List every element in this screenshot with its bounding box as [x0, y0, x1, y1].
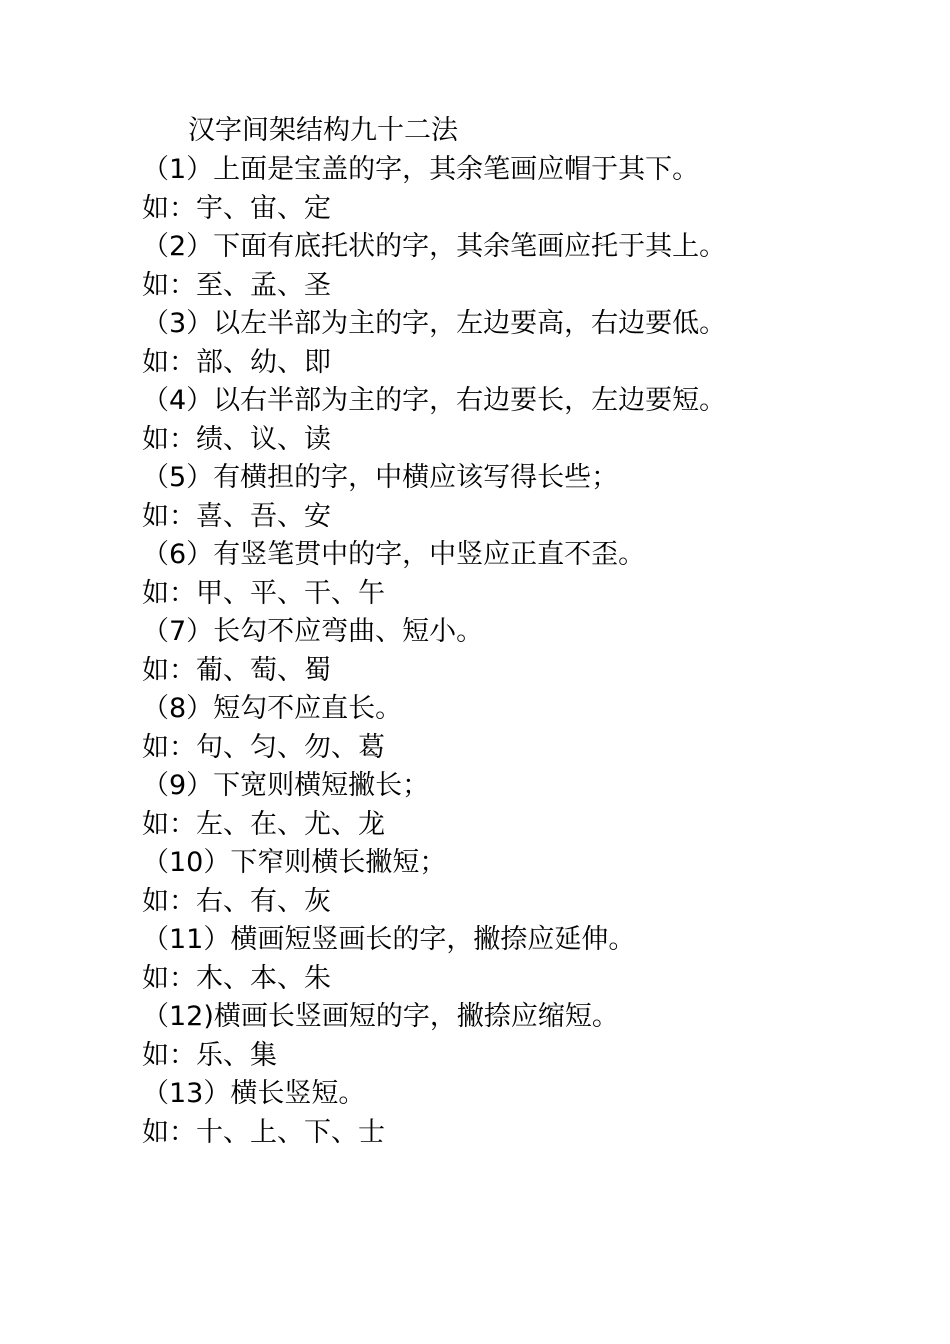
rule-example: 如：葡、萄、蜀 — [142, 654, 331, 686]
rule-text: （12)横画长竖画短的字，撇捺应缩短。 — [142, 1001, 619, 1032]
rule-text: （13）横长竖短。 — [142, 1078, 366, 1109]
rule-example: 如：十、上、下、士 — [142, 1116, 385, 1148]
rule-text: （6）有竖笔贯中的字，中竖应正直不歪。 — [142, 539, 646, 570]
rule-example: 如：绩、议、读 — [142, 423, 331, 455]
document-body — [142, 111, 842, 1152]
rule-example: 如：句、匀、勿、葛 — [142, 731, 385, 763]
rule-text: （8）短勾不应直长。 — [142, 693, 403, 724]
rule-text: （2）下面有底托状的字，其余笔画应托于其上。 — [142, 231, 727, 262]
rule-example: 如：右、有、灰 — [142, 885, 331, 917]
rule-text: （5）有横担的字，中横应该写得长些； — [142, 462, 619, 493]
rule-text: （9）下宽则横短撇长； — [142, 770, 430, 801]
rule-example: 如：木、本、朱 — [142, 962, 331, 994]
rule-example: 如：左、在、尤、龙 — [142, 808, 385, 840]
rule-text: （1）上面是宝盖的字，其余笔画应帽于其下。 — [142, 154, 700, 185]
rule-example: 如：甲、平、干、午 — [142, 577, 385, 609]
document-title: 汉字间架结构九十二法 — [188, 115, 458, 146]
rule-example: 如：至、孟、圣 — [142, 269, 331, 301]
rule-example: 如：部、幼、即 — [142, 346, 331, 378]
rule-text: （10）下窄则横长撇短； — [142, 847, 447, 878]
rule-text: （11）横画短竖画长的字，撇捺应延伸。 — [142, 924, 636, 955]
rule-text: （3）以左半部为主的字，左边要高，右边要低。 — [142, 308, 727, 339]
rule-example: 如：乐、集 — [142, 1039, 277, 1071]
rule-text: （7）长勾不应弯曲、短小。 — [142, 616, 484, 647]
rule-example: 如：宇、宙、定 — [142, 192, 331, 224]
rule-text: （4）以右半部为主的字，右边要长，左边要短。 — [142, 385, 727, 416]
rule-example: 如：喜、吾、安 — [142, 500, 331, 532]
